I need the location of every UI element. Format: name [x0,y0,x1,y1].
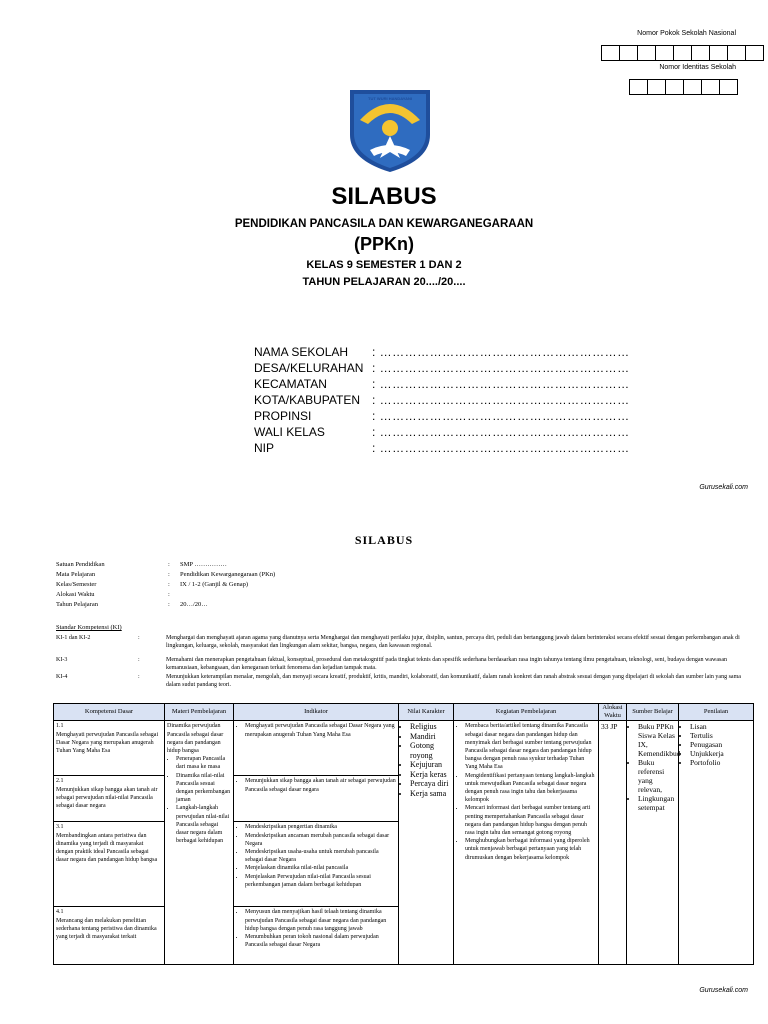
field-wali-kelas: WALI KELAS : …………………………………………………… [254,425,630,439]
materi-cell: Dinamika perwujudan Pancasila sebagai dasar negara dan pandangan hidup bangsa • Penerapan Pancasila dari masa ke masa • Dinamika nilai-nilai Pancasila sesuai dengan perkembangan jaman • Langkah-langkah perwujudan nilai-nilai Pancasila sebagai dasar negara dalam berbagai kehidupan [165,721,234,965]
indikator-cell [234,907,399,965]
list-item: • Kerja sama [410,789,451,799]
list-item: • Kerja keras [410,770,451,780]
meta-row: Kelas/Semester : IX / 1-2 (Ganjil & Genap) [56,581,249,588]
list-item: • Mengidentifikasi pertanyaan tentang langkah-langkah untuk mewujudkan Pancasila sebagai dasar negara dengan penuh rasa ingin tahu dan bekerjasama kelompok [465,772,596,805]
indikator-cell [234,721,399,776]
list-item: • Menghubungkan berbagai informasi yang diperoleh untuk menjawab berbagai pertanyaan yang telah dirumuskan dengan bekerjasama kelompok [465,837,596,862]
penilaian-cell [679,721,754,965]
col-penilaian: Penilaian [679,704,754,721]
col-alokasi: Alokasi Waktu [599,704,627,721]
list-item: • Lingkungan setempat [638,794,676,812]
table-row [54,721,754,776]
list-item: • Mendeskripsikan usaha-usaha untuk merubah pancasila sebagai dasar Negara [245,848,396,864]
col-indikator: Indikator [234,704,399,721]
list-item: • Mandiri [410,732,451,742]
cover-tahun: TAHUN PELAJARAN 20..../20.... [302,276,466,288]
list-item: • Menunjukkan sikap bangga akan tanah air sebagai perwujudan Pancasila sebagai dasar negara [245,777,396,793]
col-sumber: Sumber Belajar [627,704,679,721]
ki-heading: Standar Kompetensi (KI) [56,624,122,631]
nilai-cell [399,721,454,965]
meta-row: Tahun Pelajaran : 20…/20… [56,601,208,608]
ki-row: KI-4 : Menunjukkan keterampilan menalar, mengolah, dan menyaji secara kreatif, produktif, kritis, mandiri, kolaboratif, dan komunikatif, dalam ranah konkret dan ranah abstrak sesuai dengan yang dipelajari di sekolah dan sumber lain yang sama dalam sudut pandang teori. [56,674,741,688]
list-item: • Portofolio [690,758,751,767]
list-item: • Tertulis [690,731,751,740]
npsn-label: Nomor Pokok Sekolah Nasional [637,30,736,37]
kd-cell: 1.1Menghayati perwujudan Pancasila sebagai Dasar Negara yang merupakan anugerah Tuhan Yang Maha Esa [54,721,165,776]
indikator-cell [234,776,399,822]
kd-cell: 3.1Membandingkan antara peristiwa dan dinamika yang terjadi di masyarakat dengan praktik ideal Pancasila sebagai dasar negara dan pandangan hidup bangsa [54,822,165,907]
list-item: • Penugasan [690,740,751,749]
col-kegiatan: Kegiatan Pembelajaran [454,704,599,721]
meta-row: Mata Pelajaran : Pendidikan Kewarganegaraan (PKn) [56,571,276,578]
nis-boxes [630,79,738,95]
cover-kelas: KELAS 9 SEMESTER 1 DAN 2 [306,259,462,271]
kegiatan-cell [454,721,599,965]
list-item: • Mencari informasi dari berbagai sumber tentang arti penting mempertahankan Pancasila sebagai dasar negara dan pandangan hidup bangsa dengan penuh rasa ingin tahu dan semangat gotong royong [465,804,596,837]
list-item: • Lisan [690,722,751,731]
table-header-row [54,704,754,721]
list-item: • Menyusun dan menyajikan hasil telaah tentang dinamika perwujudan Pancasila sebagai dasar negara dan pandangan hidup bangsa dengan penuh rasa tanggung jawab [245,908,396,933]
list-item: • Mendeskripsikan ancaman merubah pancasila sebagai dasar Negara [245,832,396,848]
list-item: • Menghayati perwujudan Pancasila sebagai Dasar Negara yang merupakan anugerah Tuhan Yang Maha Esa [245,722,396,738]
list-item: • Percaya diri [410,779,451,789]
alokasi-cell: 33 JP [599,721,627,965]
tut-wuri-handayani-logo [340,80,440,175]
list-item: • Penerapan Pancasila dari masa ke masa [176,755,231,771]
list-item: • Menjelaskan dinamika nilai-nilai pancasila [245,864,396,872]
npsn-boxes [602,45,764,61]
field-kota: KOTA/KABUPATEN : …………………………………………………… [254,393,630,407]
silabus-table [53,703,754,965]
list-item: • Menumbuhkan peran tokoh nasional dalam perwujudan Pancasila sebagai dasar Negara [245,933,396,949]
list-item: • Buku referensi yang relevan, [638,758,676,794]
cover-title: SILABUS [331,183,437,210]
kd-cell: 2.1Menunjukkan sikap bangga akan tanah air sebagai perwujudan nilai-nilai Pancasila sebagai dasar negara [54,776,165,822]
list-item: • Unjukkerja [690,749,751,758]
cover-watermark: Gurusekali.com [699,484,748,491]
sumber-cell [627,721,679,965]
cover-subtitle: PENDIDIKAN PANCASILA DAN KEWARGANEGARAAN [234,218,534,230]
col-materi: Materi Pembelajaran [165,704,234,721]
ki-row: KI-3 : Memahami dan menerapkan pengetahuan faktual, konseptual, prosedural dan metakognitif pada tingkat teknis dan spesifik sederhana berdasarkan rasa ingin tahunya tentang ilmu pengetahuan, teknologi, seni, budaya dengan wawasan kemanusiaan, kebangsaan, dan kenegaraan terkait fenomena dan kejadian tampak mata. [56,657,727,671]
meta-row: Satuan Pendidikan : SMP …………… [56,561,227,568]
list-item: • Kejujuran [410,760,451,770]
field-propinsi: PROPINSI : …………………………………………………… [254,409,630,423]
field-kecamatan: KECAMATAN : …………………………………………………… [254,377,630,391]
cover-abbr: (PPKn) [354,234,414,254]
list-item: • Gotong royong [410,741,451,760]
list-item: • Mendeskripsikan pengertian dinamika [245,823,396,831]
list-item: • Menjelaskan Perwujudan nilai-nilai Pancasila sesuai perkembangan jaman dalam berbagai kehidupan [245,873,396,889]
logo-ribbon-text: TUT WURI HANDAYANI [368,96,412,101]
field-desa: DESA/KELURAHAN : …………………………………………………… [254,361,630,375]
list-item: • Buku PPKn Siswa Kelas IX, Kemendikbud [638,722,676,758]
page-watermark: Gurusekali.com [699,987,748,994]
field-nama-sekolah: NAMA SEKOLAH : …………………………………………………… [254,345,630,359]
list-item: • Membaca berita/artikel tentang dinamika Pancasila sebagai dasar negara dan pandangan hidup dan menyimak dari berbagai sumber tentang perwujudan Pancasila sebagai dasar negara dan pandangan hidup bangsa dengan penuh rasa syukur terhadap Tuhan Yang Maha Esa [465,722,596,771]
list-item: • Dinamika nilai-nilai Pancasila sesuai dengan perkembangan jaman [176,772,231,805]
nis-label: Nomor Identitas Sekolah [659,64,736,71]
col-kompetensi-dasar: Kompetensi Dasar [54,704,165,721]
list-item: • Religius [410,722,451,732]
field-nip: NIP : …………………………………………………… [254,441,630,455]
ki-row: KI-1 dan KI-2 : Menghargai dan menghayati ajaran agama yang dianutnya serta Menghargai dan menghayati perilaku jujur, disiplin, santun, percaya diri, peduli dan bertanggung jawab dalam berinteraksi secara efektif sesuai dengan perkembangan anak di lingkungan, keluarga, sekolah, masyarakat dan lingkungan alam sekitar, bangsa, negara, dan kawasan regional. [56,635,740,649]
page2-title: SILABUS [354,533,414,547]
meta-row: Alokasi Waktu : [56,591,170,598]
indikator-cell [234,822,399,907]
col-nilai-karakter: Nilai Karakter [399,704,454,721]
list-item: • Langkah-langkah perwujudan nilai-nilai Pancasila sebagai dasar negara dalam berbagai kehidupan [176,804,231,845]
kd-cell: 4.1Merancang dan melakukan penelitian sederhana tentang peristiwa dan dinamika yang terjadi di masyarakat terkait [54,907,165,965]
